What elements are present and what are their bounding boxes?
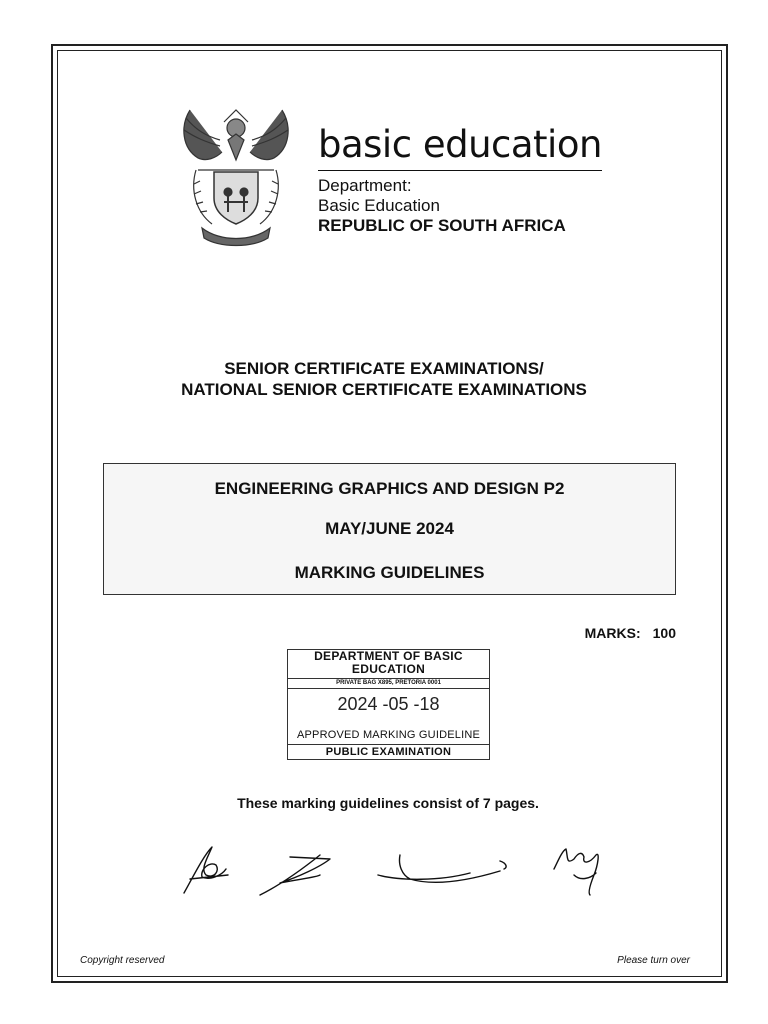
exam-heading-line2: NATIONAL SENIOR CERTIFICATE EXAMINATIONS xyxy=(181,380,587,399)
brand-title: basic education xyxy=(318,123,602,166)
title-box xyxy=(103,463,676,595)
stamp-heading: DEPARTMENT OF BASIC EDUCATION xyxy=(314,649,463,676)
stamp-public: PUBLIC EXAMINATION xyxy=(288,744,489,760)
signature-1 xyxy=(184,847,228,893)
coat-of-arms-icon xyxy=(176,100,296,248)
stamp-approved: APPROVED MARKING GUIDELINE xyxy=(296,729,481,741)
brand-underline xyxy=(318,170,602,171)
marks-label: MARKS: xyxy=(584,625,641,641)
marks-total xyxy=(585,626,676,640)
turn-over-note: Please turn over xyxy=(617,955,690,966)
approval-stamp xyxy=(287,649,490,760)
pages-note: These marking guidelines consist of 7 pages. xyxy=(237,795,539,811)
country-name: REPUBLIC OF SOUTH AFRICA xyxy=(318,216,566,235)
exam-heading-line1: SENIOR CERTIFICATE EXAMINATIONS/ xyxy=(224,359,544,378)
marks-value: 100 xyxy=(652,625,676,641)
stamp-address: PRIVATE BAG X895, PRETORIA 0001 xyxy=(288,678,489,689)
stamp-date: 2024 -05 -18 xyxy=(337,694,440,714)
exam-session: MAY/JUNE 2024 xyxy=(325,519,454,538)
signature-2 xyxy=(260,855,330,895)
signatures xyxy=(170,835,620,905)
document-type: MARKING GUIDELINES xyxy=(294,563,485,582)
department-label: Department: xyxy=(318,176,412,195)
copyright-note: Copyright reserved xyxy=(80,955,165,966)
subject-title: ENGINEERING GRAPHICS AND DESIGN P2 xyxy=(214,479,565,498)
signature-3 xyxy=(378,855,506,882)
department-name: Basic Education xyxy=(318,196,440,215)
signature-4 xyxy=(554,849,598,895)
